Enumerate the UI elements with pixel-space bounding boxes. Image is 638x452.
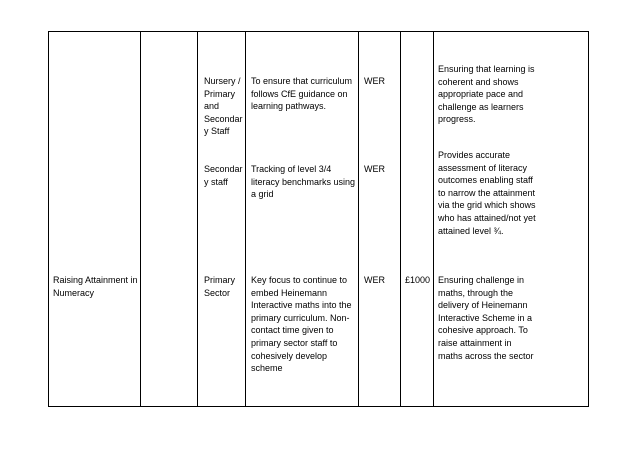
who-cell: Primary Sector bbox=[204, 275, 235, 298]
outcome-cell: Ensuring challenge in maths, through the delivery of Heinemann Interactive Scheme in a cohesive approach. To raise attainment in maths across the sector bbox=[438, 275, 534, 361]
table-column-border bbox=[197, 31, 198, 407]
table-column-border bbox=[140, 31, 141, 407]
who-cell: Secondar y staff bbox=[204, 164, 243, 187]
table-top-border bbox=[48, 31, 588, 32]
outcome-cell: Provides accurate assessment of literacy outcomes enabling staff to narrow the attainment via the grid which shows who has attained/not yet attained level ¾. bbox=[438, 150, 536, 236]
target-cell: Raising Attainment in Numeracy bbox=[53, 275, 138, 298]
table-bottom-border bbox=[48, 406, 588, 407]
cost-cell: £1000 bbox=[405, 275, 431, 285]
action-cell: To ensure that curriculum follows CfE guidance on learning pathways. bbox=[251, 76, 353, 112]
lead-cell: WER bbox=[364, 76, 385, 86]
who-cell: Nursery / Primary and Secondar y Staff bbox=[204, 76, 243, 137]
table-column-border bbox=[588, 31, 589, 407]
action-cell: Key focus to continue to embed Heinemann Interactive maths into the primary curriculum. Non-contact time given to primary sector staff to cohesively develop scheme bbox=[251, 275, 352, 374]
outcome-cell: Ensuring that learning is coherent and shows appropriate pace and challenge as learners progress. bbox=[438, 64, 535, 125]
action-cell: Tracking of level 3/4 literacy benchmarks using a grid bbox=[251, 164, 356, 200]
lead-cell: WER bbox=[364, 275, 385, 285]
lead-cell: WER bbox=[364, 164, 385, 174]
table-column-border bbox=[48, 31, 49, 407]
table-column-border bbox=[245, 31, 246, 407]
table-column-border bbox=[400, 31, 401, 407]
table-column-border bbox=[358, 31, 359, 407]
table-column-border bbox=[433, 31, 434, 407]
